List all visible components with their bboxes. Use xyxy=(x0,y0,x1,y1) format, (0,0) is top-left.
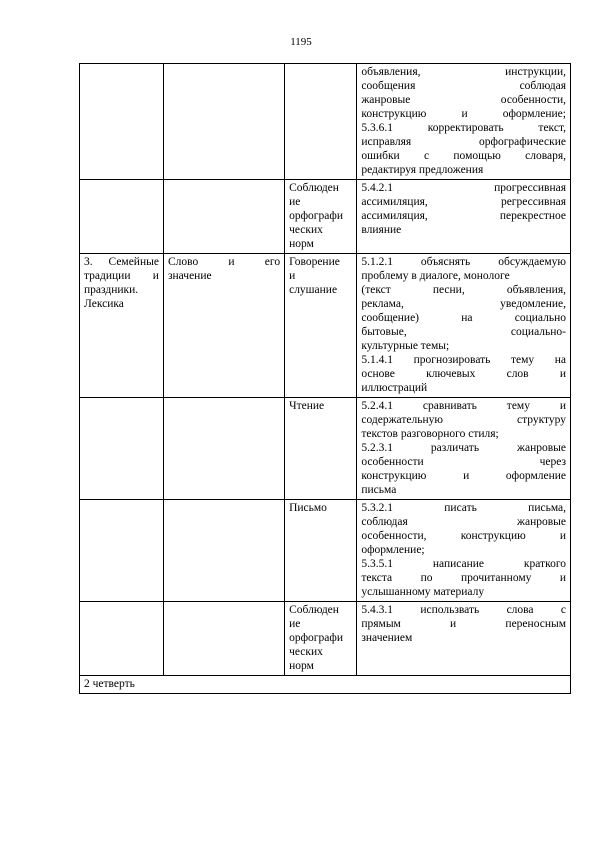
text-line: норм xyxy=(289,238,314,250)
text-line: Лексика xyxy=(84,298,124,310)
text-line: жанровые особенности, xyxy=(361,94,566,106)
text-line: Соблюден xyxy=(289,604,339,616)
table-cell xyxy=(163,398,284,500)
text-line: 5.2.4.1 сравнивать тему и xyxy=(361,400,566,412)
table-cell xyxy=(80,500,164,602)
skill-cell xyxy=(285,398,357,500)
text-line: 5.1.4.1 прогнозировать тему на xyxy=(361,354,566,366)
text-line: значением xyxy=(361,632,413,644)
objectives-cell xyxy=(357,602,571,676)
text-line: основе ключевых слов и xyxy=(361,368,566,380)
table-cell xyxy=(163,64,284,180)
text-line: Письмо xyxy=(289,502,327,514)
table-cell xyxy=(163,602,284,676)
table-cell xyxy=(285,64,357,180)
text-line: Слово и его xyxy=(167,256,281,268)
objectives-cell xyxy=(357,254,571,398)
text-line: ие xyxy=(289,196,301,208)
text-line: прямым и переносным xyxy=(361,618,566,630)
text-line: конструкцию и оформление xyxy=(361,470,566,482)
text-line: 5.1.2.1 объяснять обсуждаемую xyxy=(361,256,566,268)
text-line: проблему в диалоге, монологе xyxy=(361,270,510,282)
objectives-cell xyxy=(357,500,571,602)
text-line: оформление; xyxy=(361,544,425,556)
text-line: 5.4.2.1 прогрессивная xyxy=(361,182,566,194)
text-line: праздники. xyxy=(84,284,139,296)
text-line: ческих xyxy=(289,646,323,658)
table-row xyxy=(80,602,571,676)
text-line: объявления, инструкции, xyxy=(361,66,566,78)
text-line: сообщение) на социально xyxy=(361,312,566,324)
table-row xyxy=(80,500,571,602)
skill-cell xyxy=(285,500,357,602)
text-line: 5.4.3.1 использвать слова с xyxy=(361,604,566,616)
text-line: 5.3.2.1 писать письма, xyxy=(361,502,566,514)
text-line: слушание xyxy=(289,284,338,296)
table-cell xyxy=(80,602,164,676)
skill-cell xyxy=(285,180,357,254)
table-row xyxy=(80,254,571,398)
table-cell xyxy=(80,398,164,500)
table-row xyxy=(80,398,571,500)
text-line: ассимиляция, регрессивная xyxy=(361,196,566,208)
text-line: особенности через xyxy=(361,456,566,468)
text-line: орфографи xyxy=(289,210,343,222)
skill-cell xyxy=(285,602,357,676)
table-row xyxy=(80,676,571,694)
text-line: культурные темы; xyxy=(361,340,450,352)
text-line: влияние xyxy=(361,224,402,236)
text-line: Говорение xyxy=(289,256,340,268)
text-line: 5.2.3.1 различать жанровые xyxy=(361,442,566,454)
text-line: ческих xyxy=(289,224,323,236)
objectives-cell xyxy=(357,398,571,500)
table-cell xyxy=(80,64,164,180)
text-line: реклама, уведомление, xyxy=(361,298,566,310)
table-cell xyxy=(80,180,164,254)
objectives-cell xyxy=(357,64,571,180)
curriculum-table xyxy=(79,63,571,694)
text-line: (текст песни, объявления, xyxy=(361,284,566,296)
text-line: письма xyxy=(361,484,397,496)
subtopic-cell xyxy=(163,254,284,398)
text-line: 5.3.5.1 написание краткого xyxy=(361,558,566,570)
text-line: орфографи xyxy=(289,632,343,644)
text-line: текстов разговорного стиля; xyxy=(361,428,499,440)
text-line: ассимиляция, перекрестное xyxy=(361,210,566,222)
quarter-label: 2 четверть xyxy=(80,676,571,694)
text-line: 3. Семейные xyxy=(84,256,159,268)
text-line: норм xyxy=(289,660,314,672)
text-line: значение xyxy=(167,270,212,282)
text-line: ие xyxy=(289,618,301,630)
topic-cell xyxy=(80,254,164,398)
text-line: редактируя предложения xyxy=(361,164,484,176)
objectives-cell xyxy=(357,180,571,254)
text-line: иллюстраций xyxy=(361,382,428,394)
page-number: 1195 xyxy=(290,36,312,48)
text-line: традиции и xyxy=(84,270,159,282)
text-line: конструкцию и оформление; xyxy=(361,108,566,120)
text-line: соблюдая жанровые xyxy=(361,516,566,528)
text-line: Соблюден xyxy=(289,182,339,194)
text-line: услышанному материалу xyxy=(361,586,485,598)
table-row xyxy=(80,64,571,180)
text-line: Чтение xyxy=(289,400,325,412)
skill-cell xyxy=(285,254,357,398)
table-cell xyxy=(163,180,284,254)
text-line: 5.3.6.1 корректировать текст, xyxy=(361,122,566,134)
table-row xyxy=(80,180,571,254)
table-cell xyxy=(163,500,284,602)
text-line: сообщения соблюдая xyxy=(361,80,566,92)
text-line: ошибки с помощью словаря, xyxy=(361,150,566,162)
text-line: бытовые, социально- xyxy=(361,326,566,338)
text-line: исправляя орфографические xyxy=(361,136,566,148)
text-line: особенности, конструкцию и xyxy=(361,530,566,542)
text-line: и xyxy=(289,270,296,282)
text-line: текста по прочитанному и xyxy=(361,572,566,584)
text-line: содержательную структуру xyxy=(361,414,566,426)
